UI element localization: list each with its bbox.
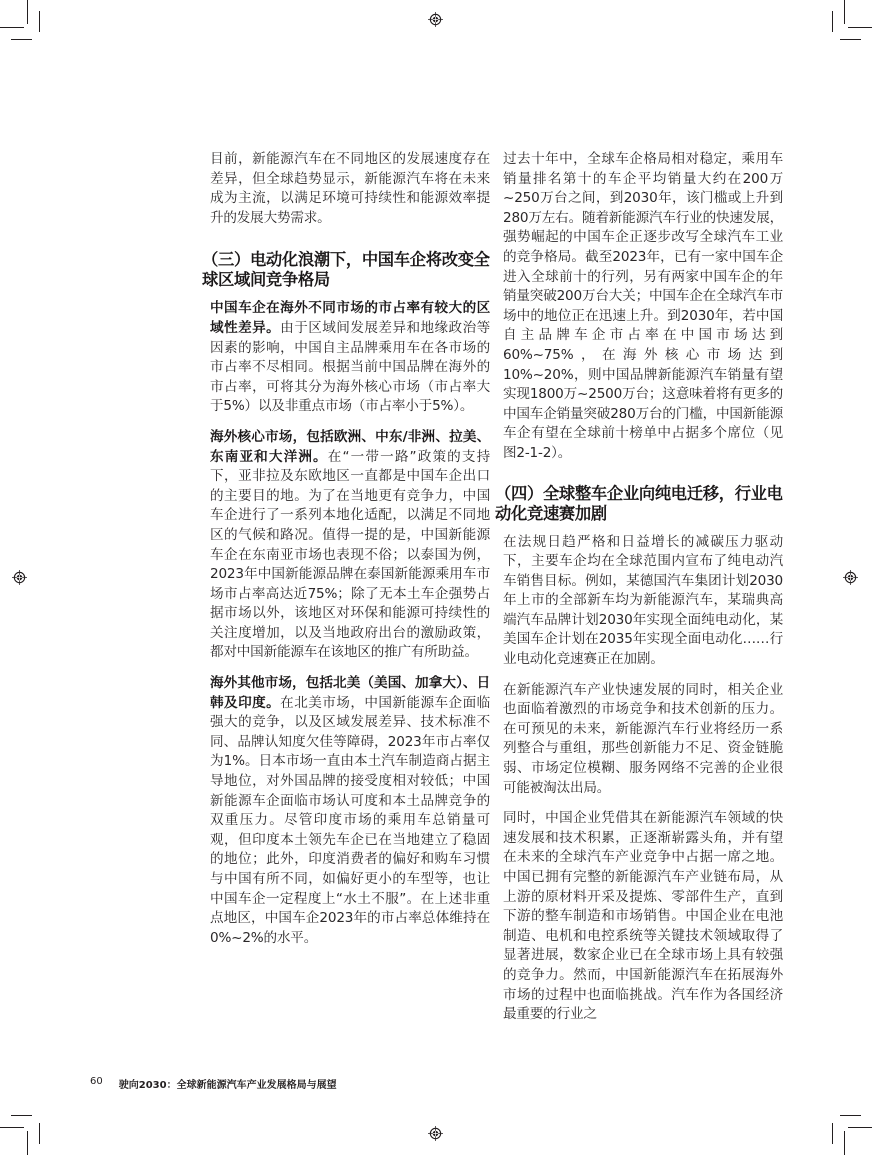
page-footer [90,1076,337,1091]
registration-target-icon [12,570,27,585]
crop-mark-br-h1 [848,1127,872,1128]
running-title: 驶向2030：全球新能源汽车产业发展格局与展望 [118,1080,337,1091]
paragraph-china-advantage: 同时，中国企业凭借其在新能源汽车领域的快速发展和技术积累，正逐渐崭露头角，并有望在未来的全球汽车产业竞争中占据一席之地。中国已拥有完整的新能源汽车产业链布局，从上游的原材料开采及提炼、零部件生产，直到下游的整车制造和市场销售。中国企业在电池制造、电机和电控系统等关键技术领域取得了显著进展，数家企业已在全球市场上具有较强的竞争力。然而，中国新能源汽车在拓展海外市场的过程中也面临挑战。汽车作为各国经济最重要的行业之 [503,810,783,1023]
crop-mark-tr-h1 [848,27,872,28]
section-heading-3: （三）电动化浪潮下，中国车企将改变全球区域间竞争格局 [202,250,490,290]
right-column [495,150,783,1036]
left-column [202,150,491,959]
paragraph-bev-targets: 在法规日趋严格和日益增长的减碳压力驱动下，主要车企均在全球范围内宣布了纯电动汽车销售目标。例如，某德国汽车集团计划2030年上市的全部新车均为新能源汽车，某瑞典高端汽车品牌计划2030年实现全面纯电动化，某美国车企计划在2035年实现全面电动化……行业电动化竞速赛正在加剧。 [503,533,783,668]
registration-target-icon [428,1126,443,1141]
crop-mark-bl-v1 [27,1131,28,1155]
crop-mark-tr-v2 [832,11,833,32]
section-heading-4: （四）全球整车企业向纯电迁移，行业电动化竞速赛加剧 [495,483,783,523]
crop-mark-br-h2 [840,1115,861,1116]
page-number: 60 [90,1076,103,1087]
paragraph-body: 在北美市场，中国新能源车企面临强大的竞争，以及区域发展差异、技术标准不同、品牌认知度欠佳等障碍，2023年市占率仅为1%。日本市场一直由本土汽车制造商占据主导地位，对外国品牌的接受度相对较低；中国新能源车企面临市场认可度和本土品牌竞争的双重压力。尽管印度市场的乘用车总销量可观，但印度本土领先车企已在当地建立了稳固的地位；此外，印度消费者的偏好和购车习惯与中国有所不同，如偏好更小的车型等，也让中国车企一定程度上“水土不服”。在上述非重点地区，中国车企2023年的市占率总体维持在0%~2%的水平。 [210,694,491,946]
registration-target-icon [843,570,858,585]
crop-mark-br-v2 [832,1123,833,1144]
paragraph-lead-bold: 海外其他市场，包括北美（美国、加拿大）、日韩及印度。 [210,675,490,711]
crop-mark-bl-h1 [0,1127,24,1128]
paragraph-intro: 目前，新能源汽车在不同地区的发展速度存在差异，但全球趋势显示，新能源汽车将在未来成为主流，以满足环境可持续性和能源效率提升的发展大势需求。 [210,151,490,226]
paragraph-core-markets [210,428,490,663]
crop-mark-tl-h2 [11,39,32,40]
crop-mark-tr-h2 [840,39,861,40]
crop-mark-tl-h1 [0,27,24,28]
paragraph-regional-difference [210,299,490,417]
paragraph-body: 由于区域间发展差异和地缘政治等因素的影响，中国自主品牌乘用车在各市场的市占率不尽相同。根据当前中国品牌在海外的市占率，可将其分为海外核心市场（市占率大于5%）以及非重点市场（市占率小于5%）。 [210,319,491,415]
paragraph-consolidation: 在新能源汽车产业快速发展的同时，相关企业也面临着激烈的市场竞争和技术创新的压力。在可预见的未来，新能源汽车行业将经历一系列整合与重组，那些创新能力不足、资金链脆弱、市场定位模糊、服务网络不完善的企业很可能被淘汰出局。 [503,681,783,796]
crop-mark-bl-h2 [11,1115,32,1116]
crop-mark-tl-v1 [27,0,28,24]
crop-mark-tr-v1 [844,0,845,24]
crop-mark-tl-v2 [39,11,40,32]
paragraph-lead-bold: 中国车企在海外不同市场的市占率有较大的区域性差异。 [210,300,490,336]
crop-mark-bl-v2 [39,1123,40,1144]
paragraph-global-ranking: 过去十年中，全球车企格局相对稳定，乘用车销量排名第十的车企平均销量大约在200万~250万台之间，到2030年，该门槛或上升到280万左右。随着新能源汽车行业的快速发展，强势崛起的中国车企正逐步改写全球汽车工业的竞争格局。截至2023年，已有一家中国车企进入全球前十的行列，另有两家中国车企的年销量突破200万台大关；中国车企在全球汽车市场中的地位正在迅速上升。到2030年，若中国自主品牌车企市占率在中国市场达到60%~75%，在海外核心市场达到10%~20%，则中国品牌新能源汽车销量有望实现1800万~2500万台；这意味着将有更多的中国车企销量突破280万台的门槛，中国新能源车企有望在全球前十榜单中占据多个席位（见图2-1-2）。 [503,151,783,461]
paragraph-lead-bold: 海外核心市场，包括欧洲、中东/非洲、拉美、东南亚和大洋洲。 [210,428,490,465]
paragraph-body: 在“一带一路”政策的支持下，亚非拉及东欧地区一直都是中国车企出口的主要目的地。为了在当地更有竞争力，中国车企进行了一系列本地化适配，以满足不同地区的气候和路况。值得一提的是，中国新能源车企在东南亚市场也表现不俗；以泰国为例，2023年中国新能源品牌在泰国新能源乘用车市场市占率高达近75%；除了无本土车企强势占据市场以外，该地区对环保和能源可持续性的关注度增加，以及当地政府出台的激励政策，都对中国新能源车在该地区的推广有所助益。 [210,448,491,661]
crop-mark-br-v1 [844,1131,845,1155]
paragraph-other-markets [210,674,490,948]
registration-target-icon [428,12,443,27]
